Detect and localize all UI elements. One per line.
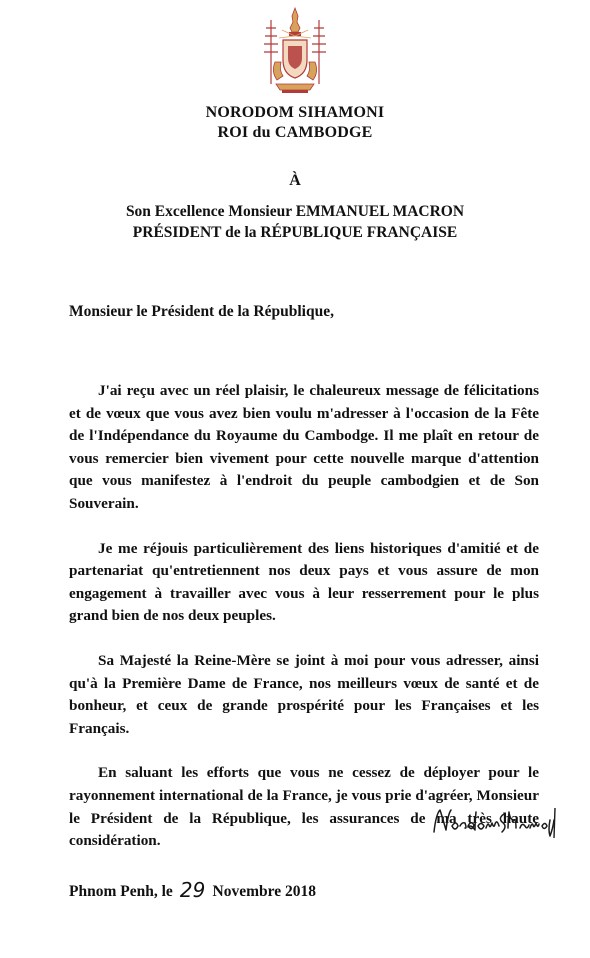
paragraph-4: En saluant les efforts que vous ne cessez de déployer pour le rayonnement international de la France, je vous prie d'agréer, Monsieur le Président de la République, les assurances de ma très haute considération. xyxy=(69,764,539,850)
recipient-line-2: PRÉSIDENT de la RÉPUBLIQUE FRANÇAISE xyxy=(132,224,458,241)
month-year-text: Novembre 2018 xyxy=(212,883,316,900)
sender-name: NORODOM SIHAMONI xyxy=(205,104,385,121)
to-mark: À xyxy=(289,172,301,189)
salutation: Monsieur le Président de la République, xyxy=(69,303,334,320)
sender-title: ROI du CAMBODGE xyxy=(217,124,373,141)
recipient-line-1: Son Excellence Monsieur EMMANUEL MACRON xyxy=(125,203,465,220)
paragraph-2: Je me réjouis particulièrement des liens historiques d'amitié et de partenariat qu'entretiennent nos deux pays et vous assure de mon engagement à travailler avec vous à leur resserrement pour le plus grand bien de nos deux peuples. xyxy=(69,539,539,625)
place-date-line xyxy=(69,877,316,901)
place-text: Phnom Penh, le xyxy=(69,883,173,900)
paragraph-1: J'ai reçu avec un réel plaisir, le chaleureux message de félicitations et de vœux que vous avez bien voulu m'adresser à l'occasion de la Fête de l'Indépendance du Royaume du Cambodge. Il me plaît en retour de vous remercier bien vivement pour cette nouvelle marque d'attention que vous manifestez à l'endroit du peuple cambodgien et de Son Souverain. xyxy=(69,382,539,512)
royal-crest-icon xyxy=(262,6,328,96)
recipient-block xyxy=(0,201,590,243)
sender-block xyxy=(0,103,590,143)
paragraph-3: Sa Majesté la Reine-Mère se joint à moi pour vous adresser, ainsi qu'à la Première Dame de France, nos meilleurs vœux de santé et de bonheur, et ceux de grande prospérité pour les Françaises et les Français. xyxy=(69,651,539,737)
letter-body xyxy=(69,380,539,875)
signature xyxy=(430,802,558,844)
handwritten-day: 29 xyxy=(179,878,206,902)
